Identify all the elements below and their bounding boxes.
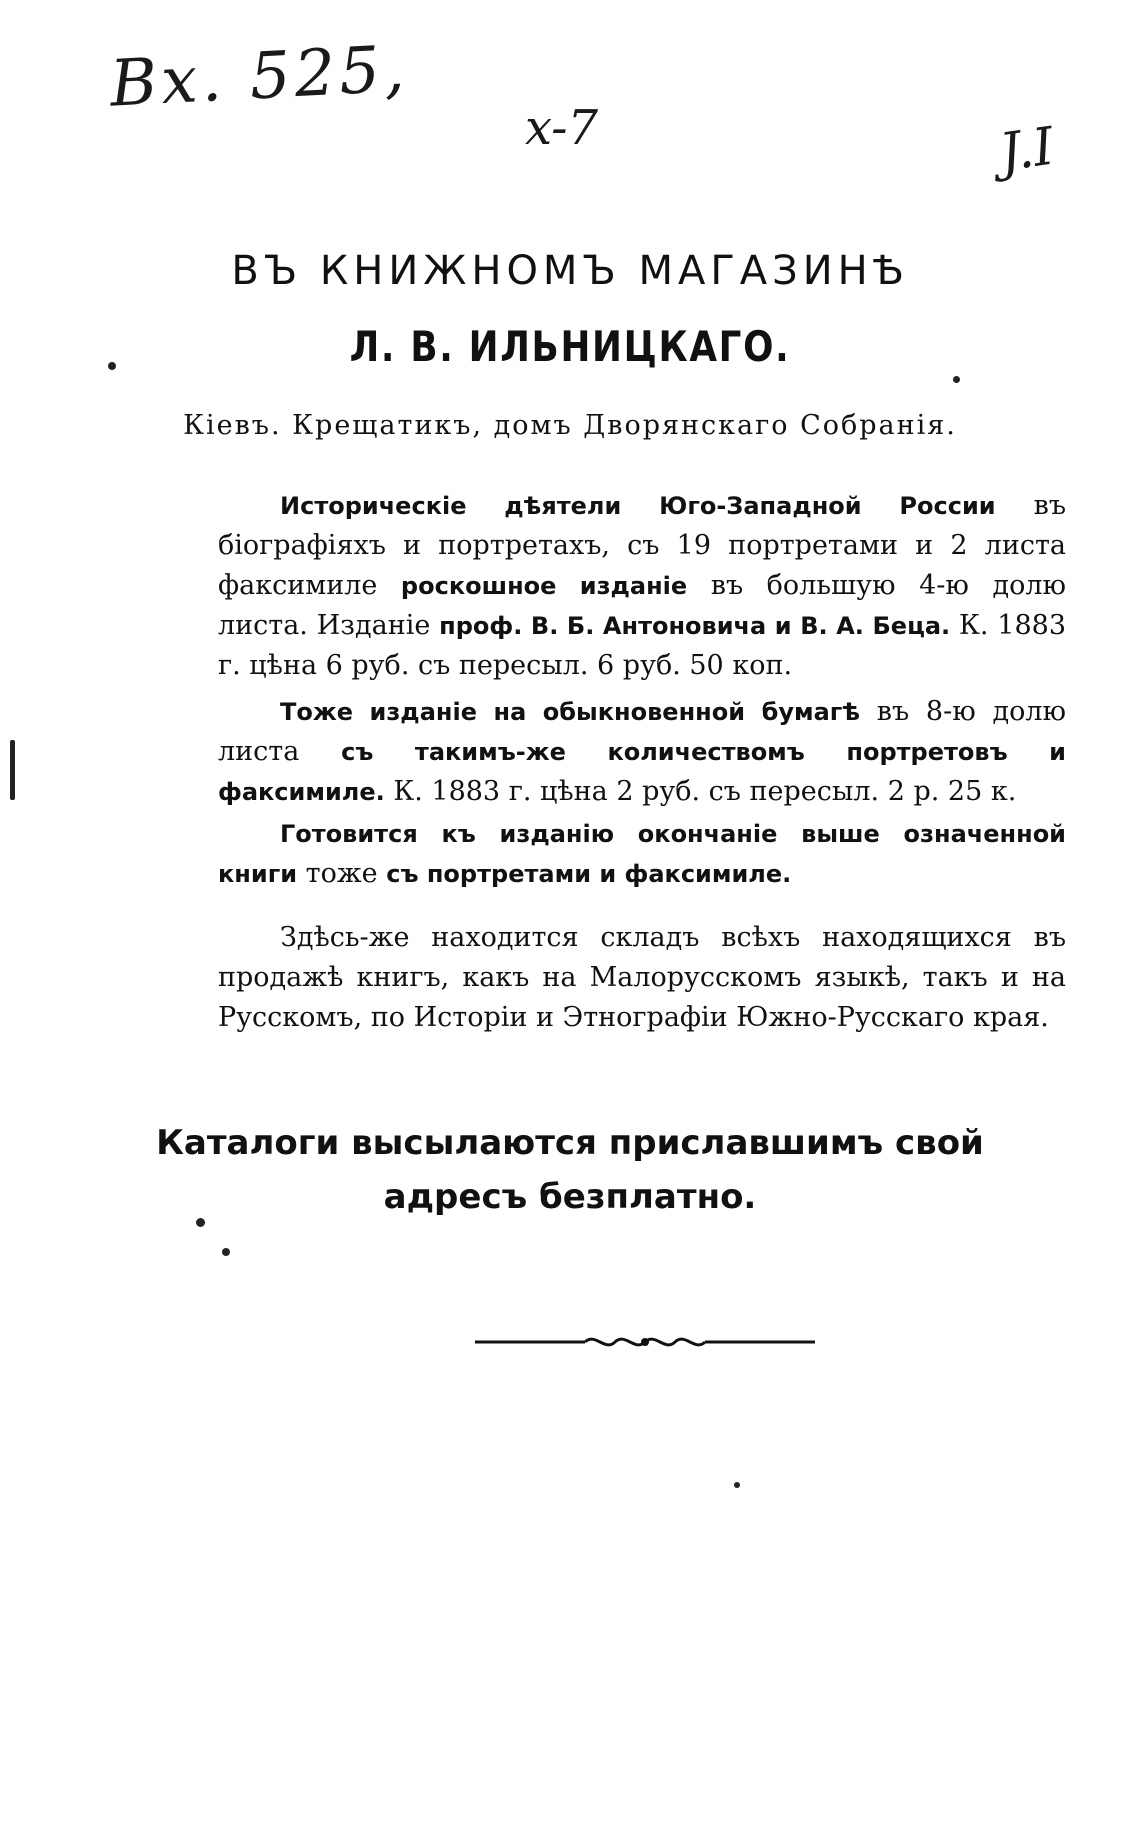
edition-type: Тоже изданіе на обыкновенной бумагѣ <box>280 698 860 726</box>
forthcoming-title: Готовится къ изданію окончаніе выше означенной книги <box>218 820 1066 888</box>
paragraph-ordinary-edition <box>218 692 1066 812</box>
edition-contents: съ портретами и факсимиле. <box>386 860 792 888</box>
paragraph-text: въ 8-ю долю листа <box>218 696 1066 767</box>
editors: проф. В. Б. Антоновича и В. А. Беца. <box>439 612 951 640</box>
edition-contents: съ такимъ-же количествомъ портретовъ и факсимиле. <box>218 738 1066 806</box>
catalog-line-1: Каталоги высылаются приславшимъ свой <box>156 1123 984 1163</box>
paragraph-warehouse <box>218 918 1066 1038</box>
print-speck <box>734 1482 740 1488</box>
paragraph-forthcoming <box>218 814 1066 894</box>
ornament-divider <box>475 1328 815 1356</box>
store-heading: ВЪ КНИЖНОМЪ МАГАЗИНѢ <box>231 248 909 294</box>
paragraph-text: Здѣсь-же находится складъ всѣхъ находящихся въ продажѣ книгъ, какъ на Малорусскомъ языкѣ, такъ и на Русскомъ, по Исторіи и Этнографіи Южно-Русскаго края. <box>218 922 1066 1033</box>
print-speck <box>10 740 15 800</box>
print-speck <box>196 1218 205 1227</box>
paragraph-historical-figures <box>218 486 1066 686</box>
print-speck <box>953 376 960 383</box>
paragraph-text: въ біографіяхъ и портретахъ, съ 19 портретами и 2 листа факсимиле <box>218 490 1066 601</box>
book-title: Историческіе дѣятели Юго-Западной России <box>280 492 996 520</box>
print-speck <box>108 362 116 370</box>
handwritten-note: x-7 <box>525 100 598 156</box>
print-speck <box>222 1248 230 1256</box>
paragraph-text: въ большую 4-ю долю листа. Изданіе <box>218 570 1066 641</box>
edition-type: роскошное изданіе <box>400 572 688 600</box>
catalog-notice <box>0 1116 1140 1224</box>
price-text: К. 1883 г. цѣна 2 руб. съ пересыл. 2 р. 25 к. <box>384 776 1017 807</box>
store-address: Кіевъ. Крещатикъ, домъ Дворянскаго Собранія. <box>183 410 957 441</box>
handwritten-corner-note: J.I <box>996 116 1058 184</box>
paragraph-text: тоже <box>297 858 387 889</box>
price-text: К. 1883 г. цѣна 6 руб. съ пересыл. 6 руб. 50 коп. <box>218 610 1066 681</box>
store-owner-name: Л. В. ИЛЬНИЦКАГО. <box>349 322 791 371</box>
handwritten-shelfmark: Вх. 525, <box>108 32 411 122</box>
catalog-line-2: адресъ безплатно. <box>383 1177 757 1217</box>
